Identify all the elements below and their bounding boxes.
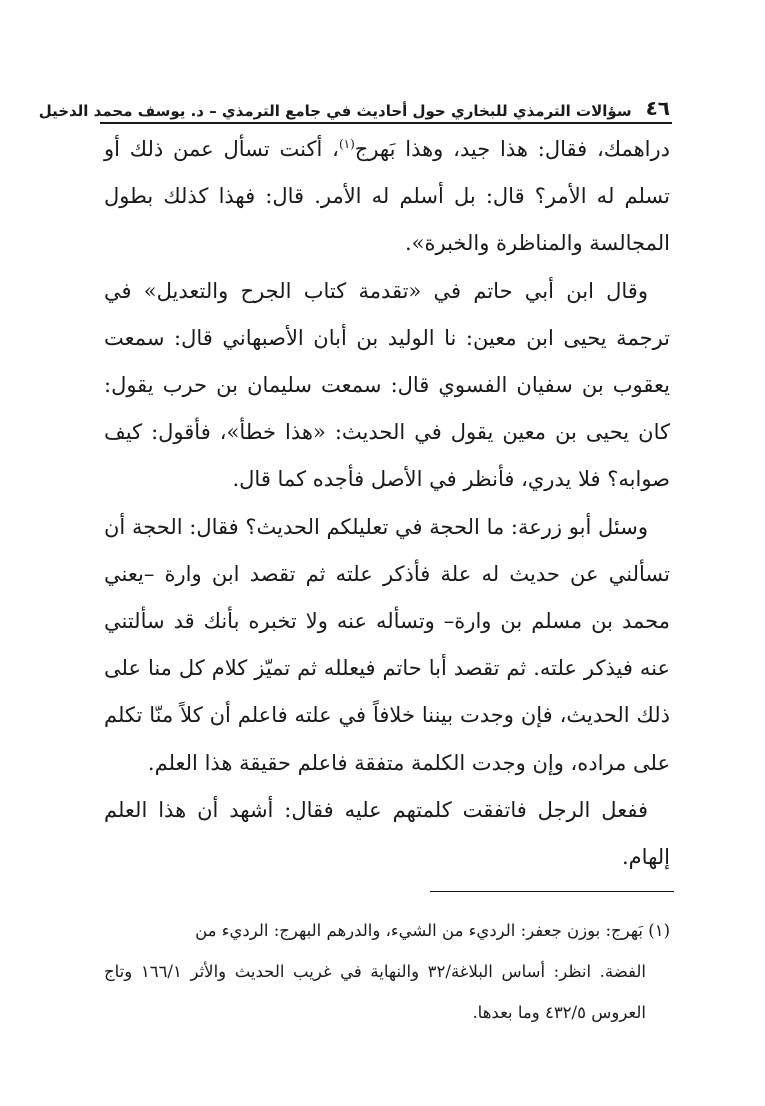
paragraph-2: وقال ابن أبي حاتم في «تقدمة كتاب الجرح والتعديل» في ترجمة يحيى ابن معين: نا الوليد بن أبان الأصبهاني قال: سمعت يعقوب بن سفيان الفسوي قال: سمعت سليمان بن حرب يقول: كان يحيى بن معين يقول في الحديث: «هذا خطأ»، فأقول: كيف صوابه؟ فلا يدري، فأنظر في الأصل فأجده كما قال.: [104, 278, 670, 492]
running-title: سؤالات الترمذي للبخاري حول أحاديث في جامع الترمذي – د. يوسف محمد الدخيل: [38, 102, 632, 120]
body-text: [104, 126, 670, 881]
footnote-reference[interactable]: (١): [338, 137, 355, 151]
footnote-1-line-2: الفضة. انظر: أساس البلاغة/٣٢ والنهاية في غريب الحديث والأثر ١٦٦/١ وتاج العروس ٤٣٢/٥ وما بعدها.: [104, 962, 646, 1022]
page-number: ٤٦: [645, 96, 670, 120]
paragraph-1-part-2: ، أكنت تسأل عمن ذلك أو تسلم له الأمر؟ قال: بل أسلم له الأمر. قال: فهذا كذلك بطول المجالسة والمناظرة والخبرة».: [104, 137, 670, 256]
paragraph-3: وسئل أبو زرعة: ما الحجة في تعليلكم الحديث؟ فقال: الحجة أن تسألني عن حديث له علة فأذكر علته ثم تقصد ابن وارة –يعني محمد بن مسلم بن وارة– وتسأله عنه ولا تخبره بأنك قد سألتني عنه فيذكر علته. ثم تقصد أبا حاتم فيعلله ثم تميّز كلام كل منا على ذلك الحديث، فإن وجدت بيننا خلافاً في علته فاعلم أن كلاً منّا تكلم على مراده، وإن وجدت الكلمة متفقة فاعلم حقيقة هذا العلم.: [104, 514, 670, 775]
page-header: [38, 86, 670, 120]
paragraph-4: ففعل الرجل فاتفقت كلمتهم عليه فقال: أشهد أن هذا العلم إلهام.: [104, 797, 670, 870]
paragraph-1-part-1: دراهمك، فقال: هذا جيد، وهذا بَهرج: [354, 137, 671, 161]
footnotes: [104, 910, 670, 1033]
paragraph-1: [104, 126, 670, 268]
footnote-rule: [430, 891, 674, 892]
header-rule: [100, 122, 672, 124]
footnote-1-line-1: (١) بَهرج: بوزن جعفر: الرديء من الشيء، والدرهم البهرج: الرديء من: [195, 921, 670, 940]
